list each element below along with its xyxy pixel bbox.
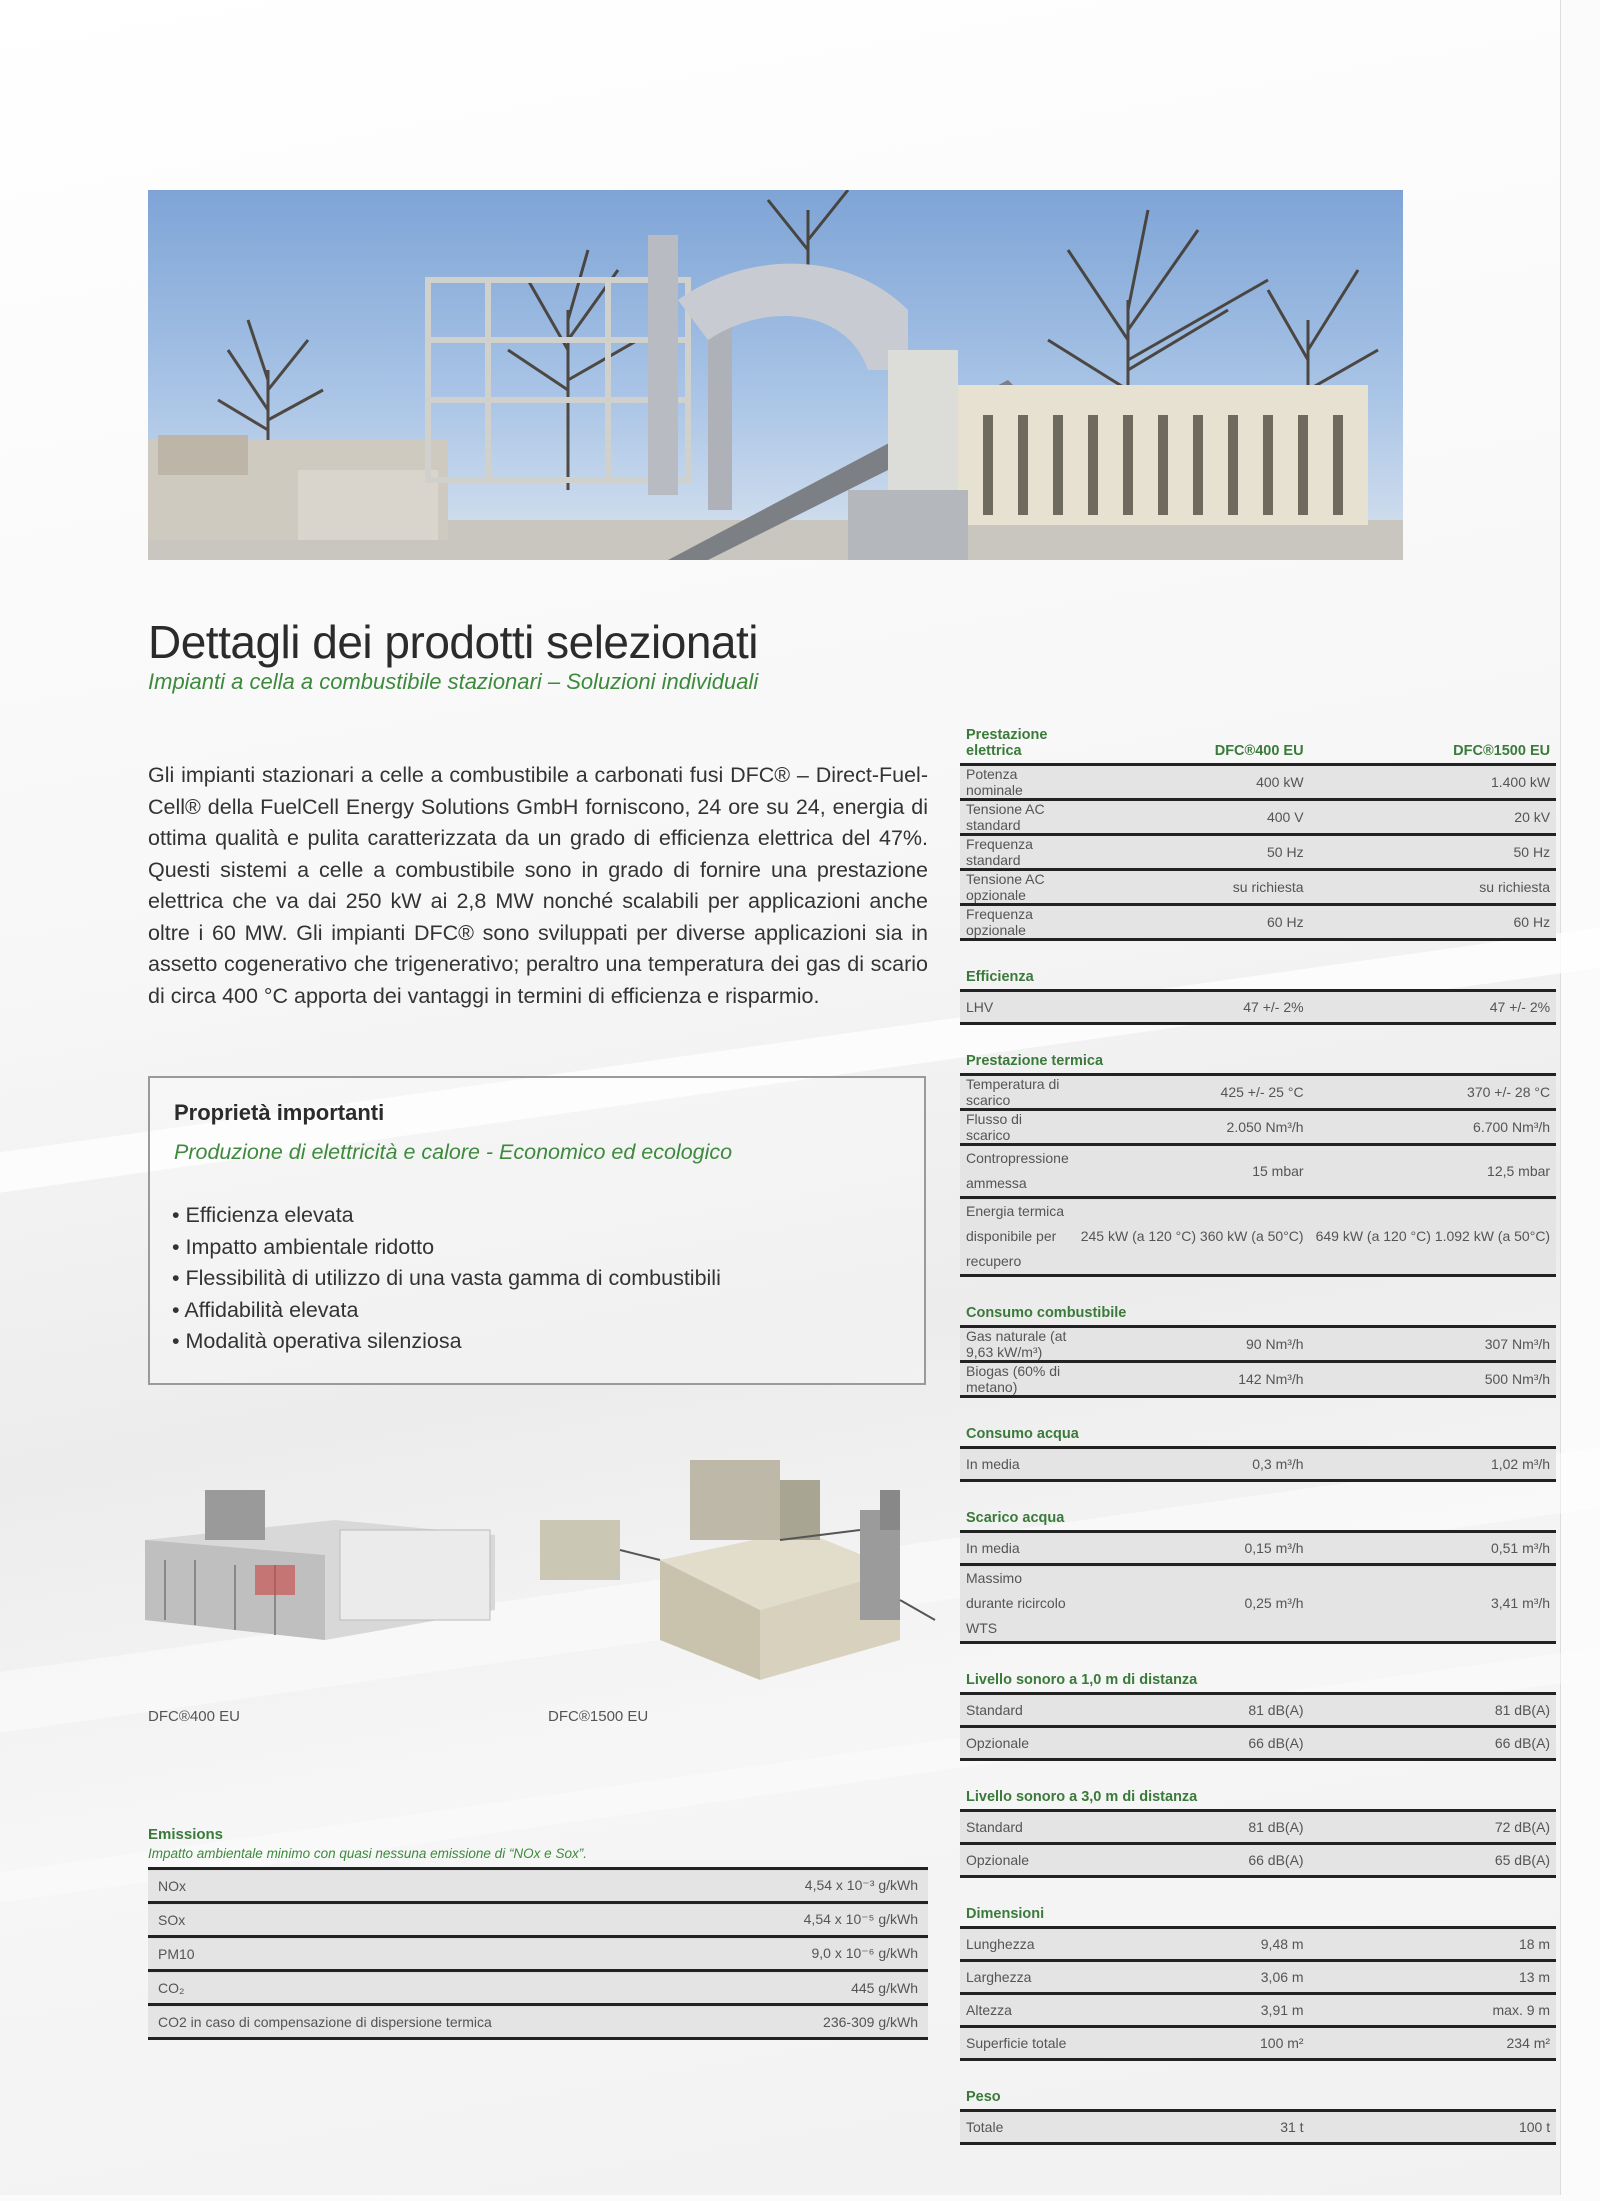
spec-section-title: Livello sonoro a 3,0 m di distanza	[966, 1789, 1198, 1805]
spec-value-dfc400: 100 m²	[1075, 2027, 1310, 2060]
key-properties-box	[148, 1076, 926, 1385]
table-row	[960, 1727, 1556, 1760]
table-row	[148, 1971, 928, 2005]
table-row	[960, 1565, 1556, 1643]
spec-label: Standard	[960, 1811, 1075, 1844]
emission-value: 9,0 x 10⁻⁶ g/kWh	[713, 1937, 928, 1971]
dfc400-caption: DFC®400 EU	[148, 1708, 240, 1725]
spec-label: Altezza	[960, 1994, 1075, 2027]
spec-value-dfc1500: 0,51 m³/h	[1310, 1532, 1557, 1565]
spec-label: Contropressione ammessa	[960, 1145, 1075, 1198]
spec-section-header	[960, 955, 1556, 991]
table-row	[960, 800, 1556, 835]
spec-label: Massimo durante ricircolo WTS	[960, 1565, 1075, 1643]
page-title: Dettagli dei prodotti selezionati	[148, 616, 758, 668]
spec-section-title: Peso	[966, 2089, 1001, 2105]
spec-value-dfc1500: 50 Hz	[1310, 835, 1557, 870]
spec-label: In media	[960, 1448, 1075, 1481]
table-row	[960, 1145, 1556, 1198]
table-row	[960, 991, 1556, 1024]
spec-value-dfc400: 31 t	[1075, 2111, 1310, 2144]
spec-label: Flusso di scarico	[960, 1110, 1075, 1145]
spec-section-title: Consumo acqua	[966, 1426, 1079, 1442]
spec-value-dfc400: 50 Hz	[1075, 835, 1310, 870]
table-row	[960, 1811, 1556, 1844]
spec-value-dfc1500: 1.400 kW	[1310, 765, 1557, 800]
list-item: • Modalità operativa silenziosa	[172, 1326, 721, 1358]
spec-label: Lunghezza	[960, 1928, 1075, 1961]
spec-value-dfc1500: 12,5 mbar	[1310, 1145, 1557, 1198]
spec-section-header	[960, 1412, 1556, 1448]
spec-section-header	[960, 2075, 1556, 2111]
emission-label: NOx	[148, 1869, 713, 1903]
section-gap	[960, 1877, 1556, 1893]
table-row	[960, 1844, 1556, 1877]
dfc1500-caption: DFC®1500 EU	[548, 1708, 649, 1725]
spec-label: Tensione AC opzionale	[960, 870, 1075, 905]
spec-value-dfc400: 2.050 Nm³/h	[1075, 1110, 1310, 1145]
table-row	[148, 1869, 928, 1903]
spec-value-dfc400: su richiesta	[1075, 870, 1310, 905]
emission-label: CO2 in caso di compensazione di dispersione termica	[148, 2005, 713, 2039]
emissions-subtitle: Impatto ambientale minimo con quasi nessuna emissione di “NOx e Sox”.	[148, 1846, 587, 1861]
spec-value-dfc1500: 13 m	[1310, 1961, 1557, 1994]
spec-value-dfc1500: 370 +/- 28 °C	[1310, 1075, 1557, 1110]
properties-tagline: Produzione di elettricità e calore - Economico ed ecologico	[174, 1140, 733, 1164]
spec-label: Energia termica disponibile per recupero	[960, 1198, 1075, 1276]
spec-label: Larghezza	[960, 1961, 1075, 1994]
table-row	[960, 1075, 1556, 1110]
table-row	[960, 1198, 1556, 1276]
spec-value-dfc400: 3,91 m	[1075, 1994, 1310, 2027]
spec-value-dfc1500: 234 m²	[1310, 2027, 1557, 2060]
table-row	[960, 1961, 1556, 1994]
spec-section-title: Scarico acqua	[966, 1510, 1065, 1526]
table-row	[960, 905, 1556, 940]
specifications-table	[960, 727, 1551, 2145]
spec-value-dfc1500: 100 t	[1310, 2111, 1557, 2144]
spec-label: Frequenza opzionale	[960, 905, 1075, 940]
table-row	[148, 2005, 928, 2039]
list-item: • Impatto ambientale ridotto	[172, 1232, 721, 1264]
emission-value: 4,54 x 10⁻⁵ g/kWh	[713, 1903, 928, 1937]
dfc1500-render	[540, 1450, 940, 1685]
spec-label: Potenza nominale	[960, 765, 1075, 800]
spec-value-dfc400: 66 dB(A)	[1075, 1727, 1310, 1760]
spec-value-dfc400: 90 Nm³/h	[1075, 1327, 1310, 1362]
spec-label: Biogas (60% di metano)	[960, 1362, 1075, 1397]
spec-value-dfc1500: 72 dB(A)	[1310, 1811, 1557, 1844]
spec-value-dfc1500: 81 dB(A)	[1310, 1694, 1557, 1727]
spec-label: Temperatura di scarico	[960, 1075, 1075, 1110]
emissions-table	[148, 1867, 928, 2040]
spec-value-dfc1500: 18 m	[1310, 1928, 1557, 1961]
emission-value: 236-309 g/kWh	[713, 2005, 928, 2039]
spec-value-dfc1500: 307 Nm³/h	[1310, 1327, 1557, 1362]
spec-value-dfc1500: 649 kW (a 120 °C) 1.092 kW (a 50°C)	[1310, 1198, 1557, 1276]
spec-value-dfc400: 0,15 m³/h	[1075, 1532, 1310, 1565]
spec-label: Standard	[960, 1694, 1075, 1727]
dfc400-render	[145, 1480, 495, 1640]
spec-section-header	[960, 1658, 1556, 1694]
spec-section-title: Efficienza	[966, 969, 1034, 985]
spec-label: Opzionale	[960, 1727, 1075, 1760]
spec-value-dfc400: 0,3 m³/h	[1075, 1448, 1310, 1481]
spec-section-title: Consumo combustibile	[966, 1305, 1127, 1321]
spec-label: In media	[960, 1532, 1075, 1565]
spec-value-dfc400: 9,48 m	[1075, 1928, 1310, 1961]
spec-section-title: Dimensioni	[966, 1906, 1045, 1922]
table-row	[960, 1928, 1556, 1961]
spec-section-header	[960, 1892, 1556, 1928]
table-row	[960, 2111, 1556, 2144]
emission-value: 4,54 x 10⁻³ g/kWh	[713, 1869, 928, 1903]
spec-value-dfc1500: 500 Nm³/h	[1310, 1362, 1557, 1397]
table-row	[148, 1903, 928, 1937]
spec-label: Frequenza standard	[960, 835, 1075, 870]
column-header-dfc1500: DFC®1500 EU	[1453, 743, 1551, 759]
spec-label: LHV	[960, 991, 1075, 1024]
properties-title: Proprietà importanti	[174, 1100, 385, 1125]
emission-label: CO₂	[148, 1971, 713, 2005]
spec-value-dfc400: 60 Hz	[1075, 905, 1310, 940]
spec-label: Totale	[960, 2111, 1075, 2144]
emission-value: 445 g/kWh	[713, 1971, 928, 2005]
emissions-title: Emissions	[148, 1826, 224, 1843]
table-row	[148, 1937, 928, 1971]
spec-section-header	[960, 1039, 1556, 1075]
spec-value-dfc400: 400 V	[1075, 800, 1310, 835]
section-gap	[960, 940, 1556, 956]
emission-label: PM10	[148, 1937, 713, 1971]
spec-section-header	[960, 1496, 1556, 1532]
emissions-section	[148, 1826, 928, 2040]
spec-value-dfc400: 81 dB(A)	[1075, 1811, 1310, 1844]
table-row	[960, 1362, 1556, 1397]
spec-value-dfc400: 3,06 m	[1075, 1961, 1310, 1994]
spec-value-dfc1500: 6.700 Nm³/h	[1310, 1110, 1557, 1145]
spec-value-dfc1500: 66 dB(A)	[1310, 1727, 1557, 1760]
page-subtitle: Impianti a cella a combustibile stazionari – Soluzioni individuali	[148, 669, 759, 694]
list-item: • Flessibilità di utilizzo di una vasta gamma di combustibili	[172, 1263, 721, 1295]
spec-value-dfc400: 142 Nm³/h	[1075, 1362, 1310, 1397]
properties-list	[172, 1200, 721, 1358]
list-item: • Efficienza elevata	[172, 1200, 721, 1232]
spec-section-header	[960, 1775, 1556, 1811]
dfc400-product-image	[145, 1480, 495, 1640]
spec-value-dfc400: 425 +/- 25 °C	[1075, 1075, 1310, 1110]
section-gap	[960, 1643, 1556, 1659]
spec-value-dfc400: 15 mbar	[1075, 1145, 1310, 1198]
plant-illustration	[148, 190, 1403, 560]
table-row	[960, 765, 1556, 800]
table-row	[960, 2027, 1556, 2060]
table-row	[960, 1448, 1556, 1481]
spec-value-dfc400: 400 kW	[1075, 765, 1310, 800]
section-gap	[960, 2060, 1556, 2076]
spec-label: Opzionale	[960, 1844, 1075, 1877]
spec-section-header	[960, 727, 1556, 765]
section-gap	[960, 1024, 1556, 1040]
spec-section-title: Prestazione elettrica	[966, 727, 1048, 759]
table-row	[960, 870, 1556, 905]
spec-section-title: Prestazione termica	[966, 1053, 1104, 1069]
table-row	[960, 1110, 1556, 1145]
spec-value-dfc1500: 60 Hz	[1310, 905, 1557, 940]
table-row	[960, 1532, 1556, 1565]
spec-value-dfc1500: 65 dB(A)	[1310, 1844, 1557, 1877]
spec-section-header	[960, 1291, 1556, 1327]
spec-value-dfc400: 81 dB(A)	[1075, 1694, 1310, 1727]
spec-value-dfc1500: 3,41 m³/h	[1310, 1565, 1557, 1643]
section-gap	[960, 1397, 1556, 1413]
hero-photo-fuel-cell-plant	[148, 190, 1403, 560]
spec-value-dfc1500: 20 kV	[1310, 800, 1557, 835]
table-row	[960, 1994, 1556, 2027]
section-gap	[960, 1481, 1556, 1497]
table-row	[960, 1327, 1556, 1362]
spec-value-dfc400: 245 kW (a 120 °C) 360 kW (a 50°C)	[1075, 1198, 1310, 1276]
list-item: • Affidabilità elevata	[172, 1295, 721, 1327]
spec-label: Gas naturale (at 9,63 kW/m³)	[960, 1327, 1075, 1362]
column-header-dfc400: DFC®400 EU	[1214, 743, 1304, 759]
spec-label: Superficie totale	[960, 2027, 1075, 2060]
section-gap	[960, 1760, 1556, 1776]
spec-value-dfc400: 66 dB(A)	[1075, 1844, 1310, 1877]
spec-value-dfc1500: 47 +/- 2%	[1310, 991, 1557, 1024]
table-row	[960, 1694, 1556, 1727]
spec-label: Tensione AC standard	[960, 800, 1075, 835]
spec-value-dfc400: 47 +/- 2%	[1075, 991, 1310, 1024]
spec-value-dfc1500: max. 9 m	[1310, 1994, 1557, 2027]
spec-value-dfc1500: 1,02 m³/h	[1310, 1448, 1557, 1481]
intro-paragraph: Gli impianti stazionari a celle a combustibile a carbonati fusi DFC® – Direct-Fuel-Cell® della FuelCell Energy Solutions GmbH forniscono, 24 ore su 24, energia di ottima qualità e pulita caratterizzata da un grado di efficienza elettrica del 47%. Questi sistemi a celle a combustibile sono in grado di fornire una prestazione elettrica che va dai 250 kW ai 2,8 MW nonché scalabili per applicazioni anche oltre i 60 MW. Gli impianti DFC® sono sviluppati per diverse applicazioni sia in assetto cogenerativo che trigenerativo; peraltro una temperatura dei gas di scario di circa 400 °C apporta dei vantaggi in termini di efficienza e risparmio.	[148, 763, 928, 1008]
section-gap	[960, 1276, 1556, 1292]
spec-value-dfc1500: su richiesta	[1310, 870, 1557, 905]
spec-value-dfc400: 0,25 m³/h	[1075, 1565, 1310, 1643]
spec-section-title: Livello sonoro a 1,0 m di distanza	[966, 1672, 1198, 1688]
table-row	[960, 835, 1556, 870]
emission-label: SOx	[148, 1903, 713, 1937]
dfc1500-product-image	[540, 1450, 940, 1685]
